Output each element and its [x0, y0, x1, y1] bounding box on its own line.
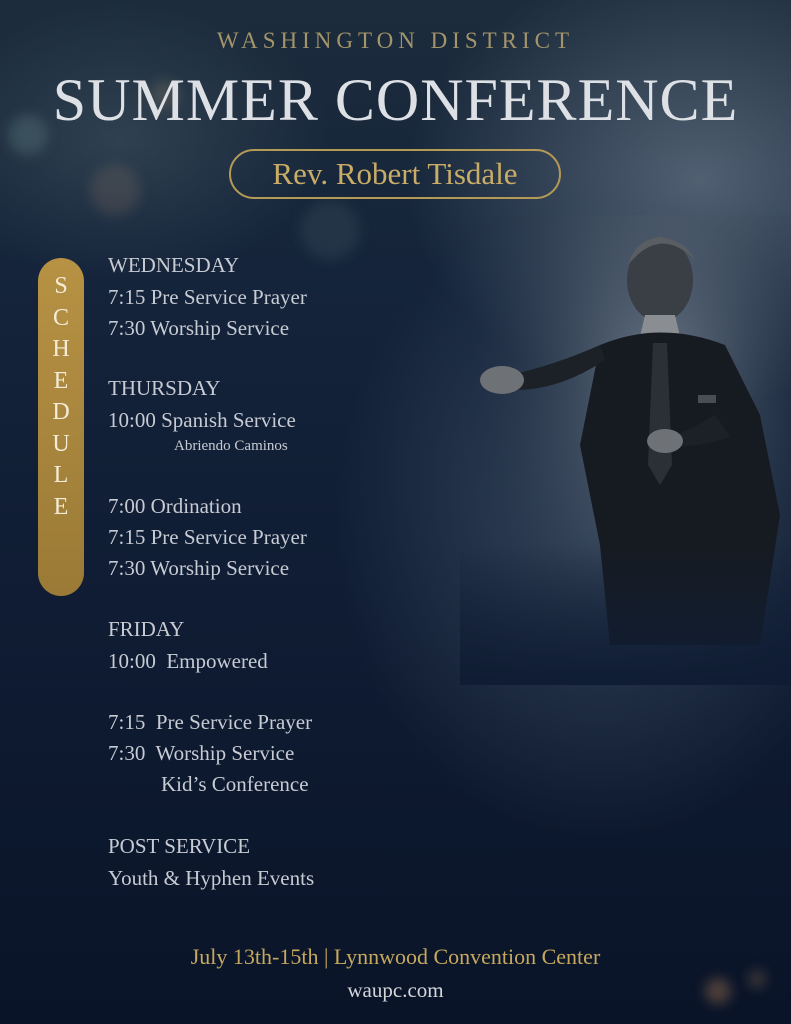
speaker-photo [460, 215, 791, 685]
schedule-item: 7:00 Ordination [108, 494, 242, 518]
schedule-letter: S [54, 273, 68, 299]
schedule-item: 7:15 Pre Service Prayer [108, 525, 307, 549]
schedule-letter: D [52, 399, 70, 425]
district-label: WASHINGTON DISTRICT [216, 28, 575, 53]
schedule-item-kids: Kid’s Conference [161, 772, 309, 796]
schedule-item: 7:15 Pre Service Prayer [108, 710, 313, 734]
day-heading-wednesday: WEDNESDAY [108, 253, 240, 277]
schedule-letter: U [52, 430, 70, 457]
schedule-item: 7:30 Worship Service [108, 741, 295, 765]
bokeh-light [90, 165, 140, 215]
schedule-item: 7:30 Worship Service [108, 316, 290, 340]
day-heading-thursday: THURSDAY [108, 376, 221, 400]
schedule-letter: E [53, 493, 69, 520]
page-title: SUMMER CONFERENCE [52, 67, 739, 133]
schedule-item-subtitle: Abriendo Caminos [174, 438, 288, 454]
schedule-letter: C [52, 304, 69, 331]
schedule-letter: H [52, 336, 70, 362]
speaker-name-badge: Rev. Robert Tisdale [229, 149, 561, 199]
schedule-letter: E [53, 367, 69, 394]
event-dates-location: July 13th-15th | Lynnwood Convention Center [190, 944, 601, 969]
schedule-item: 10:00 Spanish Service [108, 408, 296, 432]
website-link[interactable]: waupc.com [347, 978, 444, 1002]
schedule-item: 7:15 Pre Service Prayer [108, 285, 307, 309]
schedule-item: 10:00 Empowered [108, 649, 268, 673]
schedule-letter: L [53, 462, 69, 488]
day-heading-friday: FRIDAY [108, 617, 185, 641]
schedule-vertical-label [38, 271, 84, 523]
schedule-pill [38, 258, 84, 596]
schedule-item: 7:30 Worship Service [108, 556, 290, 580]
schedule-item: Youth & Hyphen Events [108, 866, 315, 890]
day-heading-post-service: POST SERVICE [108, 834, 251, 858]
bokeh-light [300, 200, 360, 260]
